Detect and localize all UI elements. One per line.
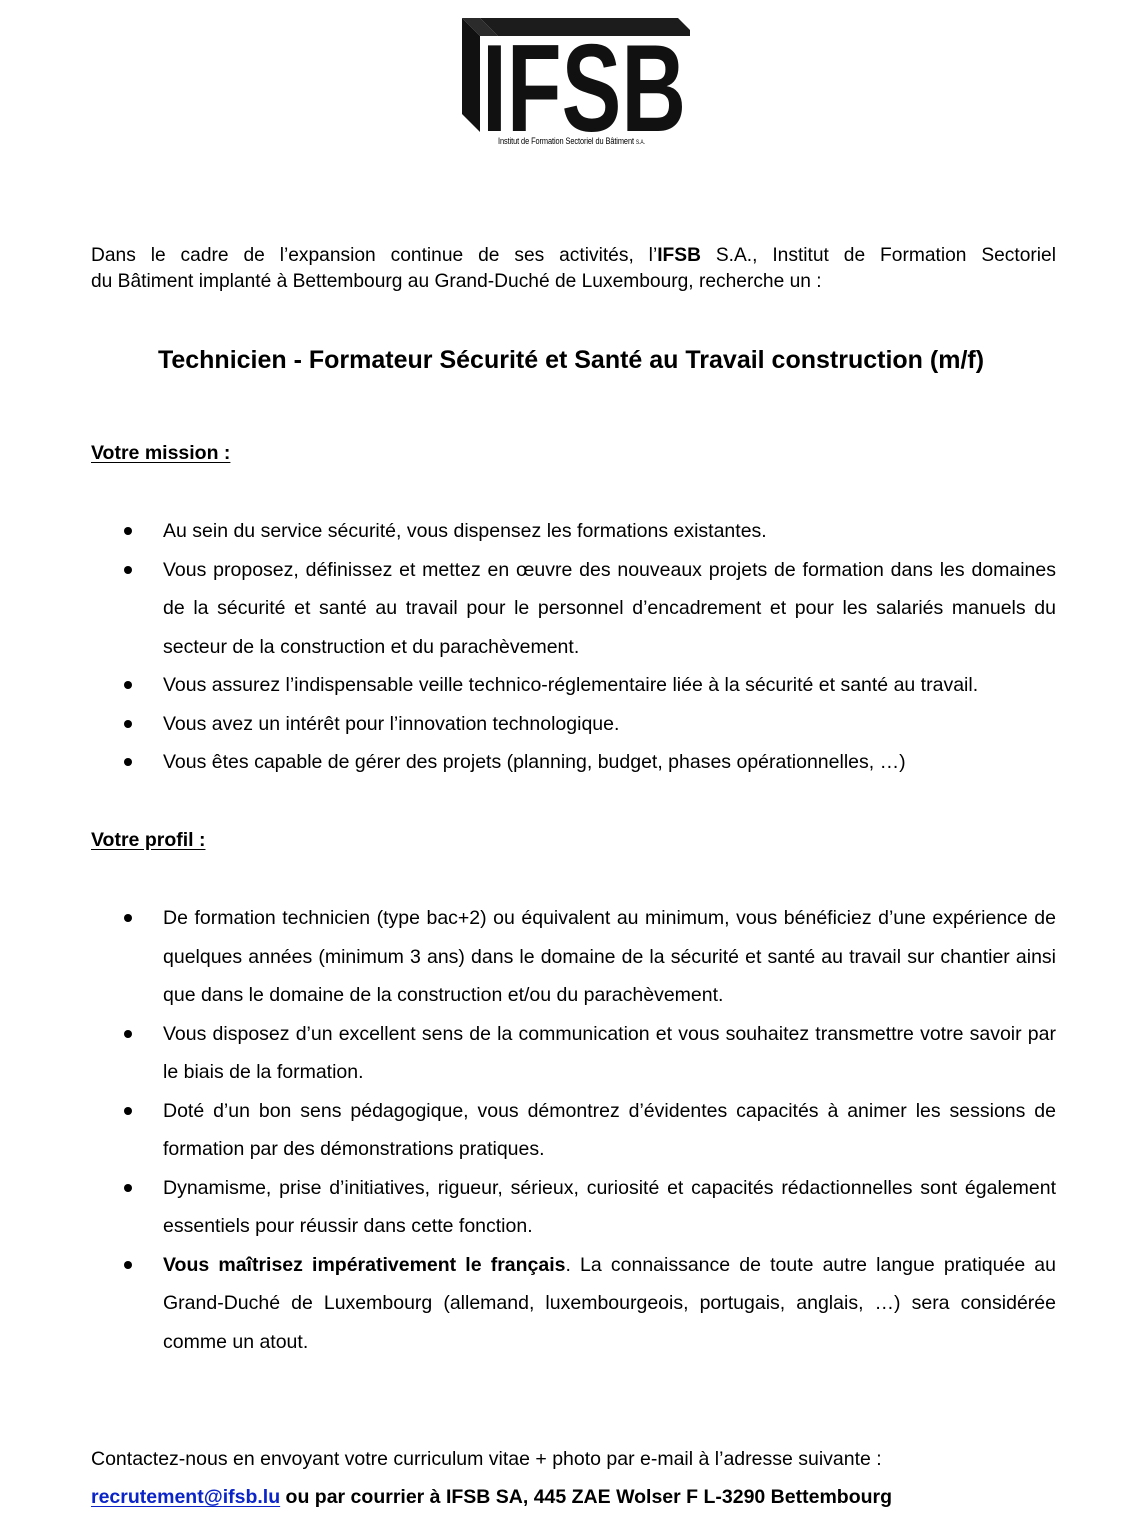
list-item: Vous assurez l’indispensable veille technico-réglementaire liée à la sécurité et santé au travail.	[91, 666, 1056, 705]
list-item: Vous avez un intérêt pour l’innovation technologique.	[91, 705, 1056, 744]
postal-address: ou par courrier à IFSB SA, 445 ZAE Wolser F L-3290 Bettembourg	[280, 1486, 893, 1508]
intro-brand: IFSB	[657, 245, 701, 266]
ifsb-logo-mark	[460, 14, 690, 139]
job-title: Technicien - Formateur Sécurité et Santé au Travail construction (m/f)	[157, 346, 985, 374]
list-item: Doté d’un bon sens pédagogique, vous démontrez d’évidentes capacités à animer les sessions de formation par des démonstrations pratiques.	[91, 1092, 1056, 1169]
list-item: Au sein du service sécurité, vous dispensez les formations existantes.	[91, 512, 1056, 551]
list-item: Vous disposez d’un excellent sens de la communication et vous souhaitez transmettre votre savoir par le biais de la formation.	[91, 1015, 1056, 1092]
ifsb-logo	[460, 14, 690, 154]
contact-line2	[91, 1478, 1056, 1516]
bullet-icon	[124, 1107, 132, 1115]
list-item: Vous maîtrisez impérativement le français. La connaissance de toute autre langue pratiquée au Grand-Duché de Luxembourg (allemand, luxembourgeois, portugais, anglais, …) sera considérée comme un atout.	[91, 1246, 1056, 1362]
mission-list	[91, 512, 1056, 782]
bullet-icon	[124, 1030, 132, 1038]
bullet-icon	[124, 914, 132, 922]
contact-text: Contactez-nous en envoyant votre curriculum vitae + photo par e-mail à l’adresse suivante :	[91, 1448, 882, 1470]
profil-heading: Votre profil :	[91, 829, 206, 851]
list-item: Dynamisme, prise d’initiatives, rigueur, sérieux, curiosité et capacités rédactionnelles sont également essentiels pour réussir dans cette fonction.	[91, 1169, 1056, 1246]
bullet-icon	[124, 758, 132, 766]
bullet-icon	[124, 566, 132, 574]
profil-list	[91, 899, 1056, 1361]
list-item: Vous êtes capable de gérer des projets (planning, budget, phases opérationnelles, …)	[91, 743, 1056, 782]
logo-tagline: Institut de Formation Sectoriel du Bâtiment S.A.	[498, 136, 645, 146]
contact-block	[91, 1440, 1056, 1516]
list-item: Vous proposez, définissez et mettez en œuvre des nouveaux projets de formation dans les domaines de la sécurité et santé au travail pour le personnel d’encadrement et pour les salariés manuels du secteur de la construction et du parachèvement.	[91, 551, 1056, 667]
bullet-icon	[124, 720, 132, 728]
bullet-icon	[124, 681, 132, 689]
intro-paragraph: Dans le cadre de l’expansion continue de ses activités, l’IFSB S.A., Institut de Formation Sectoriel du Bâtiment implanté à Bettembourg au Grand-Duché de Luxembourg, recherche un :	[91, 245, 1056, 292]
logo-wordmark: IFSB	[482, 20, 686, 139]
email-link[interactable]: recrutement@ifsb.lu	[91, 1486, 281, 1508]
mission-heading: Votre mission :	[91, 442, 231, 464]
bullet-icon	[124, 1184, 132, 1192]
list-item: De formation technicien (type bac+2) ou équivalent au minimum, vous bénéficiez d’une expérience de quelques années (minimum 3 ans) dans le domaine de la sécurité et santé au travail sur chantier ainsi que dans le domaine de la construction et/ou du parachèvement.	[91, 899, 1056, 1015]
bullet-icon	[124, 527, 132, 535]
bullet-icon	[124, 1261, 132, 1269]
